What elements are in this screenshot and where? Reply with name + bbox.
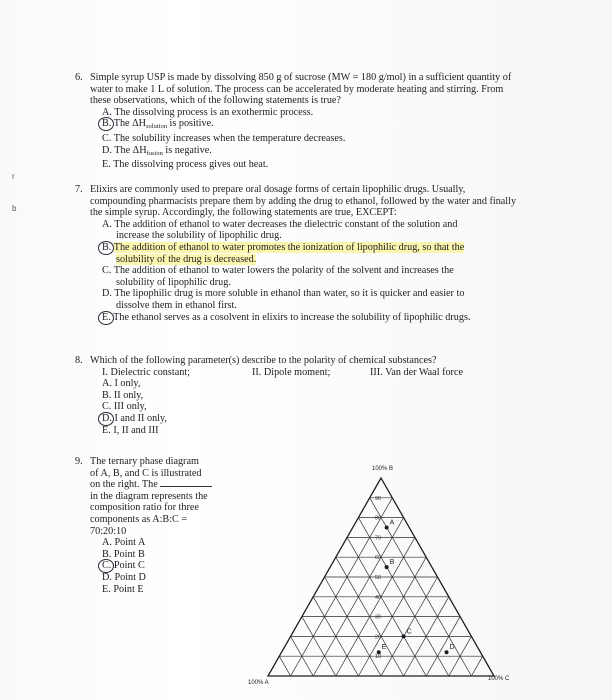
option-text: The dissolving process is an exothermic process. xyxy=(114,106,314,118)
option-letter: C. xyxy=(102,265,112,277)
option-text: The ethanol serves as a cosolvent in elixirs to increase the solubility of lipophilic drugs. xyxy=(113,311,471,323)
point-c-marker xyxy=(402,634,406,638)
option-letter: E. xyxy=(102,159,111,171)
statement-item: II. Dipole moment; xyxy=(252,366,331,378)
option-text: The ΔH xyxy=(113,118,147,130)
question-text: Which of the following parameter(s) describe to the polarity of chemical substances? xyxy=(90,355,437,366)
option-text-continued: solubility of lipophilic drug. xyxy=(116,276,231,288)
option-text-highlighted: solubility of the drug is decreased. xyxy=(116,253,257,265)
grid-line xyxy=(471,656,482,676)
option-text: Point C xyxy=(113,560,145,572)
grid-line xyxy=(279,656,290,676)
tick-label: 50 xyxy=(375,575,382,581)
option-letter: B. xyxy=(102,118,112,130)
point-e-marker xyxy=(377,650,381,654)
tick-label: 90 xyxy=(375,495,382,502)
option-letter: C. xyxy=(102,560,112,572)
option-letter: D. xyxy=(102,144,112,156)
option-text-continued: increase the solubility of lipophilic drug. xyxy=(116,230,282,242)
option-text: The lipophilic drug is more soluble in ethanol than water, so it is quicker and easier to xyxy=(114,288,465,300)
option-text: is negative. xyxy=(162,144,212,156)
question-text: Simple syrup USP is made by dissolving 850 g of sucrose (MW = 180 g/mol) in a sufficient quantity of water to make 1 L of solution. The process can be accelerated by moderate heating and stirring. From these observations, which of the following statements is true? xyxy=(90,72,512,107)
grid-line xyxy=(302,617,336,676)
question-text-line: The ternary phase diagram xyxy=(90,456,199,467)
question-text-line: 70:20:10 xyxy=(90,525,127,537)
option-text: Point D xyxy=(114,571,146,583)
option-text: Point A xyxy=(114,537,146,549)
question-text-line: of A, B, and C is illustrated xyxy=(90,467,202,479)
option-text: Point B xyxy=(113,548,145,560)
option-letter: D. xyxy=(102,571,112,583)
point-a-label: A xyxy=(389,519,395,527)
question-number: 7. xyxy=(75,184,83,195)
option-letter: B. xyxy=(102,548,112,560)
option-text: I only, xyxy=(114,378,141,390)
vertex-label-b: 100% B xyxy=(372,466,394,472)
statement-item: III. Van der Waal force xyxy=(370,366,463,378)
question-number: 9. xyxy=(75,456,83,467)
option-subscript: solution xyxy=(146,123,167,131)
option-letter: C. xyxy=(102,132,112,144)
tick-label: 70 xyxy=(375,535,382,542)
option-text: II only, xyxy=(113,389,144,401)
tick-label: 20 xyxy=(375,634,382,641)
option-text: The addition of ethanol to water lowers the polarity of the solvent and increases the xyxy=(113,265,454,277)
option-letter: A. xyxy=(102,106,112,118)
tick-label: 60 xyxy=(375,555,382,562)
point-b-label: B xyxy=(389,559,395,567)
question-text-line: components as A:B:C = xyxy=(90,513,188,525)
margin-mark: b xyxy=(12,204,17,213)
option-text: III only, xyxy=(113,401,147,413)
grid-line xyxy=(291,495,393,676)
statement-item: I. Dielectric constant; xyxy=(102,366,190,378)
option-letter: C. xyxy=(102,401,112,413)
point-d-marker xyxy=(445,650,449,654)
option-letter: B. xyxy=(102,389,112,401)
option-text: The ΔH xyxy=(114,144,147,156)
grid-line xyxy=(381,577,438,676)
option-text-highlighted: The addition of ethanol to water promotes the ionization of lipophilic drug, so that the xyxy=(113,241,465,253)
option-text: I, II and III xyxy=(113,424,159,436)
point-a-marker xyxy=(385,526,389,530)
question-number: 6. xyxy=(75,72,83,83)
option-letter: E. xyxy=(102,583,111,595)
question-text-line: on the right. The xyxy=(90,479,248,491)
vertex-label-c: 100% C xyxy=(488,676,510,682)
point-e-label: E xyxy=(381,644,387,652)
question-text-line: in the diagram represents the xyxy=(90,490,208,502)
point-b-marker xyxy=(385,565,389,569)
option-text-continued: dissolve them in ethanol first. xyxy=(116,299,237,311)
margin-mark: r xyxy=(12,172,15,181)
option-text: The dissolving process gives out heat. xyxy=(113,159,269,171)
tick-label: 10 xyxy=(375,654,382,661)
option-letter: E. xyxy=(102,311,111,323)
option-text: Point E xyxy=(113,583,144,595)
tick-label: 40 xyxy=(375,594,382,601)
question-number: 8. xyxy=(75,355,83,366)
vertex-label-a: 100% A xyxy=(248,680,269,686)
option-letter: A. xyxy=(102,378,112,390)
option-subscript: fusion xyxy=(146,149,163,157)
tick-label: 30 xyxy=(375,614,382,621)
grid-line xyxy=(426,617,460,676)
grid-line xyxy=(325,577,382,676)
option-text: The addition of ethanol to water decreases the dielectric constant of the solution and xyxy=(114,218,458,230)
option-text: The solubility increases when the temperature decreases. xyxy=(113,132,346,144)
question-text-line: composition ratio for three xyxy=(90,502,199,514)
option-text: is positive. xyxy=(166,118,214,130)
option-letter: E. xyxy=(102,424,111,436)
diagram-tick-labels xyxy=(375,496,381,660)
option-letter: A. xyxy=(102,218,112,230)
option-letter: B. xyxy=(102,241,112,253)
point-c-label: C xyxy=(406,628,412,636)
tick-label: 80 xyxy=(375,515,382,522)
option-text: I and II only, xyxy=(114,412,167,424)
option-letter: A. xyxy=(102,537,112,549)
point-d-label: D xyxy=(449,644,455,652)
grid-line xyxy=(347,537,426,676)
option-letter: D. xyxy=(102,288,112,300)
question-text: Elixirs are commonly used to prepare oral dosage forms of certain lipophilic drugs. Usually, compounding pharmacists prepare them by adding the drug to ethanol, followed by the water and finally the simple syrup. Accordingly, the following statements are true, EXCEPT: xyxy=(90,184,517,219)
option-letter: D. xyxy=(102,412,112,424)
